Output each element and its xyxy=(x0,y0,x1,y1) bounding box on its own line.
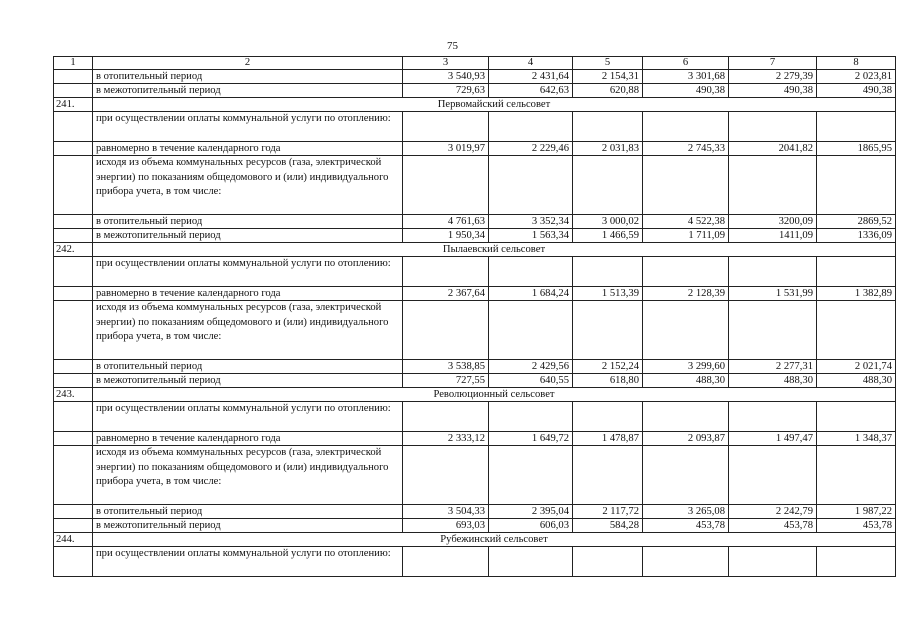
empty-cell xyxy=(643,156,729,215)
meter-basis-label: исходя из объема коммунальных ресурсов (газа, электрической энергии) по показаниям общедомового и (или) индивидуального прибора учета, в том числе: xyxy=(93,156,403,215)
empty-cell xyxy=(573,446,643,505)
section-number: 243. xyxy=(54,388,93,402)
value-cell: 1 649,72 xyxy=(489,432,573,446)
row-index-cell xyxy=(54,374,93,388)
row-index-cell xyxy=(54,402,93,432)
empty-cell xyxy=(489,446,573,505)
value-cell: 3 299,60 xyxy=(643,360,729,374)
value-cell: 3 301,68 xyxy=(643,70,729,84)
value-cell: 2 279,39 xyxy=(729,70,817,84)
section-row xyxy=(54,533,896,547)
value-cell: 620,88 xyxy=(573,84,643,98)
empty-cell xyxy=(817,446,896,505)
empty-cell xyxy=(643,257,729,287)
empty-cell xyxy=(573,547,643,577)
table-row xyxy=(54,257,896,287)
row-label: равномерно в течение календарного года xyxy=(93,432,403,446)
value-cell: 1 950,34 xyxy=(403,229,489,243)
value-cell: 490,38 xyxy=(643,84,729,98)
row-index-cell xyxy=(54,287,93,301)
empty-cell xyxy=(643,301,729,360)
row-index-cell xyxy=(54,229,93,243)
row-index-cell xyxy=(54,84,93,98)
row-index-cell xyxy=(54,547,93,577)
empty-cell xyxy=(729,547,817,577)
section-row xyxy=(54,388,896,402)
table-row xyxy=(54,402,896,432)
column-header: 5 xyxy=(573,57,643,70)
heating-payment-label: при осуществлении оплаты коммунальной услуги по отоплению: xyxy=(93,547,403,577)
value-cell: 3 000,02 xyxy=(573,215,643,229)
column-header: 1 xyxy=(54,57,93,70)
empty-cell xyxy=(403,301,489,360)
value-cell: 1 382,89 xyxy=(817,287,896,301)
row-index-cell xyxy=(54,519,93,533)
value-cell: 1 684,24 xyxy=(489,287,573,301)
empty-cell xyxy=(729,112,817,142)
page-number: 75 xyxy=(447,40,458,52)
section-row xyxy=(54,98,896,112)
row-index-cell xyxy=(54,505,93,519)
value-cell: 2 395,04 xyxy=(489,505,573,519)
empty-cell xyxy=(817,257,896,287)
value-cell: 1 711,09 xyxy=(643,229,729,243)
value-cell: 606,03 xyxy=(489,519,573,533)
column-header: 4 xyxy=(489,57,573,70)
row-index-cell xyxy=(54,156,93,215)
row-index-cell xyxy=(54,446,93,505)
empty-cell xyxy=(817,112,896,142)
empty-cell xyxy=(729,257,817,287)
table-row xyxy=(54,287,896,301)
section-number: 242. xyxy=(54,243,93,257)
empty-cell xyxy=(643,446,729,505)
row-index-cell xyxy=(54,70,93,84)
value-cell: 488,30 xyxy=(643,374,729,388)
value-cell: 2 128,39 xyxy=(643,287,729,301)
table-row xyxy=(54,505,896,519)
row-index-cell xyxy=(54,360,93,374)
value-cell: 2 093,87 xyxy=(643,432,729,446)
table-row xyxy=(54,142,896,156)
value-cell: 2 023,81 xyxy=(817,70,896,84)
value-cell: 727,55 xyxy=(403,374,489,388)
empty-cell xyxy=(729,402,817,432)
column-header: 2 xyxy=(93,57,403,70)
section-name: Пылаевский сельсовет xyxy=(93,243,896,257)
table-row xyxy=(54,519,896,533)
table-row xyxy=(54,374,896,388)
row-label: в отопительный период xyxy=(93,215,403,229)
tariff-table xyxy=(53,56,896,577)
table-row xyxy=(54,301,896,360)
value-cell: 2 021,74 xyxy=(817,360,896,374)
header-row xyxy=(54,57,896,70)
table-row xyxy=(54,432,896,446)
row-label: в отопительный период xyxy=(93,505,403,519)
column-header: 3 xyxy=(403,57,489,70)
table-row xyxy=(54,215,896,229)
column-header: 6 xyxy=(643,57,729,70)
value-cell: 2 154,31 xyxy=(573,70,643,84)
section-name: Первомайский сельсовет xyxy=(93,98,896,112)
value-cell: 453,78 xyxy=(729,519,817,533)
empty-cell xyxy=(403,112,489,142)
row-index-cell xyxy=(54,432,93,446)
section-name: Революционный сельсовет xyxy=(93,388,896,402)
value-cell: 3200,09 xyxy=(729,215,817,229)
empty-cell xyxy=(489,402,573,432)
empty-cell xyxy=(573,257,643,287)
empty-cell xyxy=(573,402,643,432)
value-cell: 2 367,64 xyxy=(403,287,489,301)
empty-cell xyxy=(817,547,896,577)
empty-cell xyxy=(489,301,573,360)
value-cell: 3 538,85 xyxy=(403,360,489,374)
value-cell: 1 563,34 xyxy=(489,229,573,243)
heating-payment-label: при осуществлении оплаты коммунальной услуги по отоплению: xyxy=(93,257,403,287)
value-cell: 2 429,56 xyxy=(489,360,573,374)
value-cell: 584,28 xyxy=(573,519,643,533)
section-number: 241. xyxy=(54,98,93,112)
empty-cell xyxy=(643,402,729,432)
value-cell: 642,63 xyxy=(489,84,573,98)
value-cell: 2869,52 xyxy=(817,215,896,229)
value-cell: 1 497,47 xyxy=(729,432,817,446)
column-header: 8 xyxy=(817,57,896,70)
meter-basis-label: исходя из объема коммунальных ресурсов (газа, электрической энергии) по показаниям общедомового и (или) индивидуального прибора учета, в том числе: xyxy=(93,446,403,505)
empty-cell xyxy=(573,156,643,215)
empty-cell xyxy=(573,301,643,360)
value-cell: 2 242,79 xyxy=(729,505,817,519)
value-cell: 618,80 xyxy=(573,374,643,388)
value-cell: 488,30 xyxy=(817,374,896,388)
value-cell: 4 761,63 xyxy=(403,215,489,229)
table-row xyxy=(54,229,896,243)
value-cell: 453,78 xyxy=(817,519,896,533)
value-cell: 640,55 xyxy=(489,374,573,388)
value-cell: 2 431,64 xyxy=(489,70,573,84)
value-cell: 693,03 xyxy=(403,519,489,533)
empty-cell xyxy=(403,156,489,215)
value-cell: 488,30 xyxy=(729,374,817,388)
value-cell: 490,38 xyxy=(817,84,896,98)
value-cell: 2 117,72 xyxy=(573,505,643,519)
value-cell: 1 478,87 xyxy=(573,432,643,446)
value-cell: 3 540,93 xyxy=(403,70,489,84)
value-cell: 1 348,37 xyxy=(817,432,896,446)
heating-payment-label: при осуществлении оплаты коммунальной услуги по отоплению: xyxy=(93,402,403,432)
empty-cell xyxy=(403,446,489,505)
value-cell: 1 466,59 xyxy=(573,229,643,243)
table-row xyxy=(54,547,896,577)
value-cell: 1336,09 xyxy=(817,229,896,243)
table-row xyxy=(54,446,896,505)
row-index-cell xyxy=(54,257,93,287)
value-cell: 3 019,97 xyxy=(403,142,489,156)
empty-cell xyxy=(729,301,817,360)
empty-cell xyxy=(643,547,729,577)
row-index-cell xyxy=(54,215,93,229)
value-cell: 490,38 xyxy=(729,84,817,98)
section-name: Рубежинский сельсовет xyxy=(93,533,896,547)
column-header: 7 xyxy=(729,57,817,70)
table-row xyxy=(54,156,896,215)
value-cell: 1411,09 xyxy=(729,229,817,243)
value-cell: 2 745,33 xyxy=(643,142,729,156)
empty-cell xyxy=(489,257,573,287)
value-cell: 2 229,46 xyxy=(489,142,573,156)
row-index-cell xyxy=(54,142,93,156)
meter-basis-label: исходя из объема коммунальных ресурсов (газа, электрической энергии) по показаниям общедомового и (или) индивидуального прибора учета, в том числе: xyxy=(93,301,403,360)
empty-cell xyxy=(817,301,896,360)
heating-payment-label: при осуществлении оплаты коммунальной услуги по отоплению: xyxy=(93,112,403,142)
row-label: в отопительный период xyxy=(93,70,403,84)
row-index-cell xyxy=(54,301,93,360)
value-cell: 1865,95 xyxy=(817,142,896,156)
value-cell: 2 152,24 xyxy=(573,360,643,374)
row-label: в межотопительный период xyxy=(93,374,403,388)
value-cell: 3 504,33 xyxy=(403,505,489,519)
row-index-cell xyxy=(54,112,93,142)
value-cell: 1 513,39 xyxy=(573,287,643,301)
empty-cell xyxy=(817,402,896,432)
section-row xyxy=(54,243,896,257)
empty-cell xyxy=(489,112,573,142)
table-row xyxy=(54,112,896,142)
value-cell: 2041,82 xyxy=(729,142,817,156)
empty-cell xyxy=(643,112,729,142)
value-cell: 2 333,12 xyxy=(403,432,489,446)
empty-cell xyxy=(817,156,896,215)
row-label: равномерно в течение календарного года xyxy=(93,287,403,301)
row-label: в межотопительный период xyxy=(93,84,403,98)
empty-cell xyxy=(489,156,573,215)
empty-cell xyxy=(729,446,817,505)
value-cell: 4 522,38 xyxy=(643,215,729,229)
value-cell: 3 352,34 xyxy=(489,215,573,229)
row-label: в межотопительный период xyxy=(93,519,403,533)
value-cell: 453,78 xyxy=(643,519,729,533)
value-cell: 2 031,83 xyxy=(573,142,643,156)
empty-cell xyxy=(729,156,817,215)
empty-cell xyxy=(573,112,643,142)
row-label: в межотопительный период xyxy=(93,229,403,243)
section-number: 244. xyxy=(54,533,93,547)
empty-cell xyxy=(489,547,573,577)
row-label: равномерно в течение календарного года xyxy=(93,142,403,156)
value-cell: 1 531,99 xyxy=(729,287,817,301)
value-cell: 3 265,08 xyxy=(643,505,729,519)
row-label: в отопительный период xyxy=(93,360,403,374)
empty-cell xyxy=(403,547,489,577)
table-row xyxy=(54,70,896,84)
table-row xyxy=(54,84,896,98)
empty-cell xyxy=(403,257,489,287)
empty-cell xyxy=(403,402,489,432)
value-cell: 2 277,31 xyxy=(729,360,817,374)
value-cell: 729,63 xyxy=(403,84,489,98)
value-cell: 1 987,22 xyxy=(817,505,896,519)
table-row xyxy=(54,360,896,374)
